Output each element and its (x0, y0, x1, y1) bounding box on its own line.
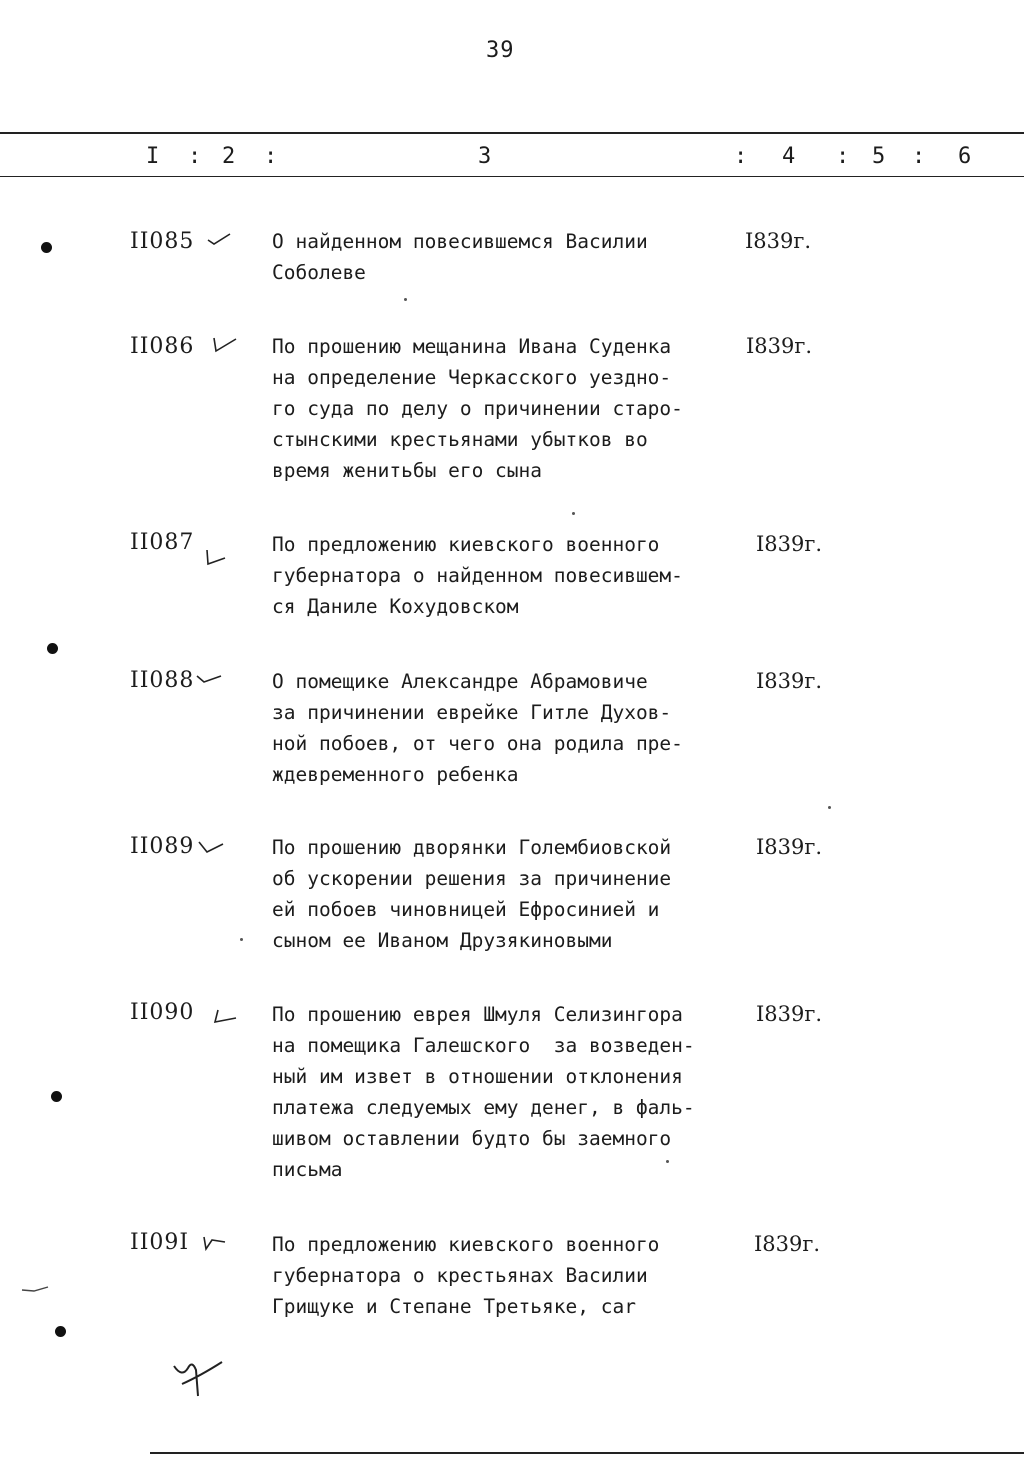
description-line: Грищуке и Степане Третьяке, car (272, 1295, 636, 1318)
scan-speck (666, 1160, 669, 1163)
column-separator: : (188, 144, 202, 169)
entry-number: II086 (130, 334, 195, 359)
check-mark-icon (212, 336, 238, 354)
entry-year: I839г. (745, 229, 812, 253)
entry-year: I839г. (746, 334, 813, 358)
entry-year: I839г. (756, 669, 823, 693)
description-line: на определение Черкасского уездно- (272, 366, 672, 389)
punch-hole (51, 1091, 62, 1102)
entry-number: II088 (130, 668, 195, 693)
footer-rule (150, 1452, 1024, 1454)
description-line: губернатора о найденном повесившем- (272, 564, 683, 587)
entry-number: II087 (130, 530, 195, 555)
scan-speck (828, 806, 831, 809)
column-header-6: 6 (958, 144, 972, 169)
entry-number: II090 (130, 1000, 195, 1025)
description-line: письма (272, 1158, 343, 1181)
column-separator: : (264, 144, 278, 169)
entry-description (272, 226, 742, 288)
check-mark-icon (198, 838, 224, 856)
description-line: платежа следуемых ему денег, в фаль- (272, 1096, 695, 1119)
description-line: ждевременного ребенка (272, 763, 519, 786)
scan-speck (404, 298, 407, 301)
entry-year: I839г. (756, 1002, 823, 1026)
punch-hole (55, 1326, 66, 1337)
description-line: стынскими крестьянами убытков во (272, 428, 648, 451)
entry-description (272, 999, 742, 1185)
description-line: шивом оставлении будто бы заемного (272, 1127, 672, 1150)
check-mark-icon (203, 548, 229, 566)
entry-description (272, 331, 742, 486)
page-number: 39 (486, 38, 515, 63)
entry-description (272, 529, 742, 622)
entry-number: II089 (130, 834, 195, 859)
header-bottom-rule (0, 176, 1024, 177)
entry-description (272, 1229, 742, 1322)
description-line: ся Даниле Кохудовском (272, 595, 519, 618)
scan-speck (240, 938, 243, 941)
column-separator: : (734, 144, 748, 169)
punch-hole (41, 242, 52, 253)
description-line: ный им извет в отношении отклонения (272, 1065, 683, 1088)
header-top-rule (0, 132, 1024, 134)
punch-hole (47, 643, 58, 654)
check-mark-icon (196, 670, 222, 688)
entry-number: II085 (130, 229, 195, 254)
description-line: время женитьбы его сына (272, 459, 543, 482)
scan-speck (572, 512, 575, 515)
description-line: об ускорении решения за причинение (272, 867, 672, 890)
column-separator: : (912, 144, 926, 169)
pencil-mark-icon (20, 1284, 50, 1294)
description-line: Соболеве (272, 261, 366, 284)
description-line: О найденном повесившемся Василии (272, 230, 648, 253)
handwritten-signature-icon (168, 1356, 228, 1400)
column-header-4: 4 (782, 144, 796, 169)
column-separator: : (836, 144, 850, 169)
entry-year: I839г. (756, 835, 823, 859)
description-line: По предложению киевского военного (272, 533, 660, 556)
check-mark-icon (212, 1008, 238, 1026)
entry-description (272, 666, 742, 790)
column-header-3: 3 (478, 144, 492, 169)
description-line: за причинении еврейке Гитле Духов- (272, 701, 672, 724)
entry-number: II09I (130, 1230, 190, 1255)
description-line: По прошению дворянки Голембиовской (272, 836, 672, 859)
check-mark-icon (200, 1234, 226, 1252)
column-header-1: I (146, 144, 160, 169)
description-line: ной побоев, от чего она родила пре- (272, 732, 683, 755)
check-mark-icon (206, 230, 232, 248)
entry-year: I839г. (754, 1232, 821, 1256)
description-line: По прошению мещанина Ивана Суденка (272, 335, 672, 358)
description-line: сыном ее Иваном Друзякиновыми (272, 929, 613, 952)
entry-year: I839г. (756, 532, 823, 556)
column-header-2: 2 (222, 144, 236, 169)
description-line: По прошению еврея Шмуля Селизингора (272, 1003, 683, 1026)
description-line: По предложению киевского военного (272, 1233, 660, 1256)
entry-description (272, 832, 742, 956)
description-line: О помещике Александре Абрамовиче (272, 670, 648, 693)
description-line: го суда по делу о причинении старо- (272, 397, 683, 420)
description-line: ей побоев чиновницей Ефросинией и (272, 898, 660, 921)
description-line: на помещика Галешского за возведен- (272, 1034, 695, 1057)
column-header-5: 5 (872, 144, 886, 169)
description-line: губернатора о крестьянах Василии (272, 1264, 648, 1287)
